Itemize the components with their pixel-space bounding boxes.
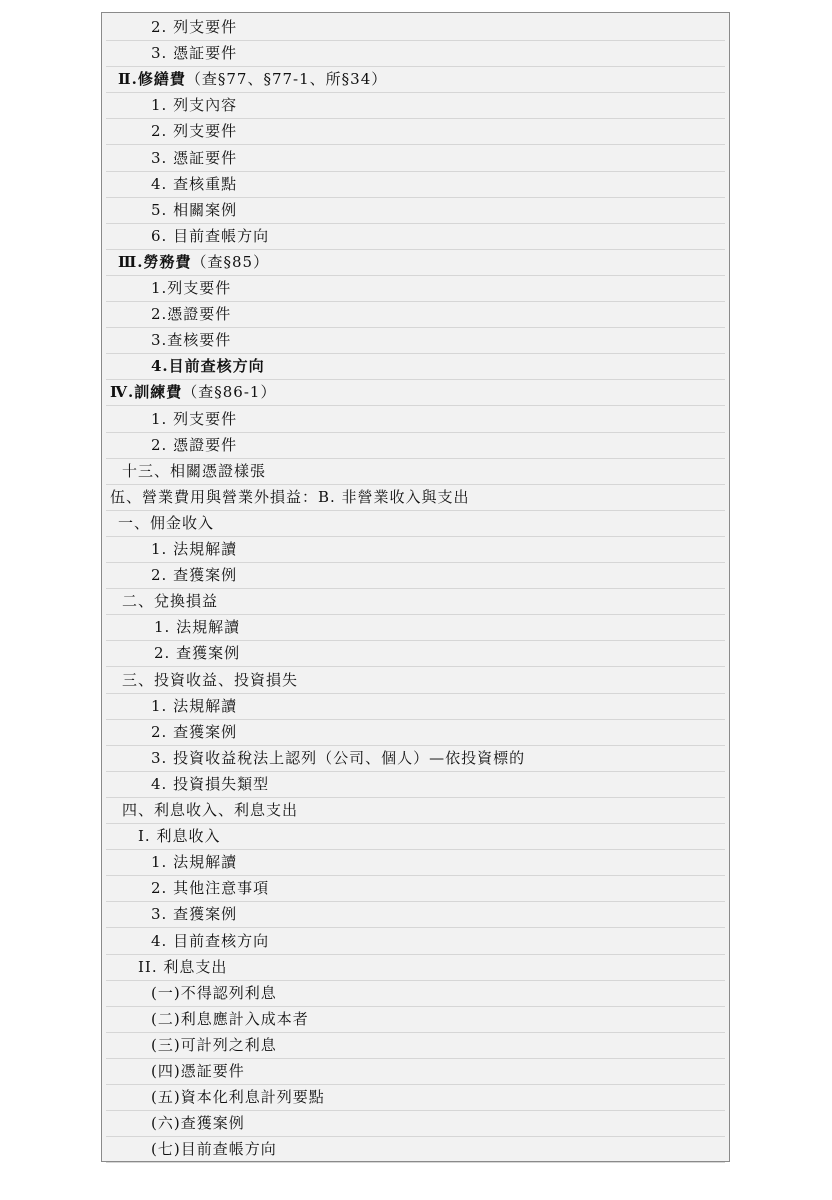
row-divider bbox=[106, 666, 725, 667]
row-divider bbox=[106, 980, 725, 981]
outline-text: (三)可計列之利息 bbox=[151, 1035, 277, 1054]
outline-text: 3. 投資收益稅法上認列（公司、個人）—依投資標的 bbox=[151, 748, 526, 767]
row-divider bbox=[106, 797, 725, 798]
outline-line bbox=[151, 304, 231, 324]
outline-line bbox=[151, 409, 237, 429]
outline-text: 3.查核要件 bbox=[151, 331, 232, 350]
outline-text: (二)利息應計入成本者 bbox=[151, 1009, 309, 1028]
outline-text: I. 利息收入 bbox=[138, 827, 221, 846]
row-divider bbox=[106, 745, 725, 746]
outline-line bbox=[151, 696, 237, 716]
outline-text: （查§86-1） bbox=[182, 383, 277, 402]
outline-line bbox=[151, 148, 237, 168]
outline-heading: Ⅲ.勞務費 bbox=[118, 252, 192, 271]
row-divider bbox=[106, 719, 725, 720]
row-divider bbox=[106, 458, 725, 459]
outline-text: 4. 目前查核方向 bbox=[151, 931, 270, 950]
row-divider bbox=[106, 223, 725, 224]
row-divider bbox=[106, 901, 725, 902]
outline-line bbox=[151, 1113, 245, 1133]
outline-text: 2. 查獲案例 bbox=[151, 566, 238, 585]
outline-text: 3. 憑証要件 bbox=[151, 44, 238, 63]
outline-text: 2. 查獲案例 bbox=[154, 644, 241, 663]
outline-text: 4. 查核重點 bbox=[151, 174, 238, 193]
outline-text: 3. 查獲案例 bbox=[151, 905, 238, 924]
outline-line bbox=[122, 591, 218, 611]
outline-text: 四、利息收入、利息支出 bbox=[122, 801, 299, 819]
outline-text: (七)目前查帳方向 bbox=[151, 1140, 277, 1159]
outline-heading: 4.目前查核方向 bbox=[151, 357, 265, 376]
row-divider bbox=[106, 353, 725, 354]
outline-text: 一、佣金收入 bbox=[118, 513, 215, 532]
outline-line bbox=[151, 565, 237, 585]
row-divider bbox=[106, 301, 725, 302]
outline-line bbox=[151, 95, 237, 115]
outline-line bbox=[151, 904, 237, 924]
row-divider bbox=[106, 771, 725, 772]
outline-heading: Ⅳ.訓練費 bbox=[110, 383, 183, 402]
row-divider bbox=[106, 849, 725, 850]
outline-line bbox=[151, 174, 237, 194]
outline-text: （查§77、§77-1、所§34） bbox=[185, 70, 388, 89]
row-divider bbox=[106, 379, 725, 380]
outline-text: (四)憑証要件 bbox=[151, 1062, 245, 1080]
outline-text: 3. 憑証要件 bbox=[151, 148, 238, 167]
row-divider bbox=[106, 588, 725, 589]
outline-text: 4. 投資損失類型 bbox=[151, 774, 270, 793]
outline-text: 1. 法規解讀 bbox=[151, 540, 238, 558]
outline-text: (六)查獲案例 bbox=[151, 1114, 245, 1133]
outline-text: 2. 列支要件 bbox=[151, 122, 238, 141]
outline-line bbox=[118, 513, 214, 533]
outline-line bbox=[151, 931, 269, 951]
row-divider bbox=[106, 823, 725, 824]
row-divider bbox=[106, 875, 725, 876]
outline-line bbox=[151, 435, 237, 455]
outline-text: 2. 其他注意事項 bbox=[151, 879, 270, 898]
outline-text: 6. 目前查帳方向 bbox=[151, 226, 270, 245]
outline-text: II. 利息支出 bbox=[138, 957, 228, 976]
outline-line bbox=[151, 1009, 309, 1029]
outline-line bbox=[151, 539, 237, 559]
row-divider bbox=[106, 40, 725, 41]
outline-line bbox=[151, 1139, 277, 1159]
outline-line bbox=[151, 852, 237, 872]
row-divider bbox=[106, 640, 725, 641]
outline-text: 5. 相關案例 bbox=[151, 200, 238, 219]
row-divider bbox=[106, 66, 725, 67]
row-divider bbox=[106, 118, 725, 119]
row-divider bbox=[106, 927, 725, 928]
outline-text: （查§85） bbox=[191, 252, 270, 271]
row-divider bbox=[106, 92, 725, 93]
outline-text: 1. 法規解讀 bbox=[151, 853, 238, 872]
outline-text: 三、投資收益、投資損失 bbox=[122, 670, 299, 689]
outline-line bbox=[151, 878, 269, 898]
outline-line bbox=[151, 226, 269, 246]
outline-line bbox=[122, 800, 298, 820]
outline-text: (一)不得認列利息 bbox=[151, 983, 277, 1002]
row-divider bbox=[106, 1032, 725, 1033]
row-divider bbox=[106, 432, 725, 433]
row-divider bbox=[106, 144, 725, 145]
row-divider bbox=[106, 614, 725, 615]
outline-line bbox=[122, 461, 266, 481]
outline-text: 1.列支要件 bbox=[151, 279, 232, 297]
outline-line bbox=[151, 356, 265, 376]
outline-line bbox=[151, 1061, 245, 1081]
row-divider bbox=[106, 954, 725, 955]
row-divider bbox=[106, 197, 725, 198]
outline-text: 1. 法規解讀 bbox=[151, 696, 238, 715]
row-divider bbox=[106, 1006, 725, 1007]
outline-line bbox=[151, 1035, 277, 1055]
outline-text: 1. 法規解讀 bbox=[154, 618, 241, 637]
outline-text: 二、兌換損益 bbox=[122, 592, 219, 611]
outline-line bbox=[118, 69, 387, 89]
row-divider bbox=[106, 510, 725, 511]
row-divider bbox=[106, 171, 725, 172]
outline-text: (五)資本化利息計列要點 bbox=[151, 1088, 325, 1107]
row-divider bbox=[106, 275, 725, 276]
outline-line bbox=[151, 200, 237, 220]
outline-text: 十三、相關憑證樣張 bbox=[122, 461, 267, 480]
outline-line bbox=[151, 774, 269, 794]
row-divider bbox=[106, 484, 725, 485]
outline-line bbox=[151, 43, 237, 63]
row-divider bbox=[106, 1162, 725, 1163]
outline-line bbox=[118, 252, 269, 272]
row-divider bbox=[106, 1136, 725, 1137]
outline-line bbox=[151, 121, 237, 141]
document-outline-frame bbox=[101, 12, 730, 1162]
outline-text: 伍、營業費用與營業外損益：B. 非營業收入與支出 bbox=[110, 487, 470, 506]
outline-line bbox=[151, 983, 277, 1003]
row-divider bbox=[106, 249, 725, 250]
row-divider bbox=[106, 693, 725, 694]
outline-text: 2. 查獲案例 bbox=[151, 722, 238, 741]
row-divider bbox=[106, 1110, 725, 1111]
outline-text: 2.憑證要件 bbox=[151, 305, 232, 324]
outline-line bbox=[138, 957, 227, 977]
row-divider bbox=[106, 562, 725, 563]
outline-line bbox=[151, 330, 231, 350]
outline-text: 2. 列支要件 bbox=[151, 18, 238, 36]
outline-line bbox=[154, 617, 240, 637]
outline-line bbox=[151, 278, 231, 298]
row-divider bbox=[106, 1058, 725, 1059]
row-divider bbox=[106, 1084, 725, 1085]
outline-line bbox=[110, 382, 276, 402]
outline-line bbox=[154, 643, 240, 663]
outline-text: 1. 列支要件 bbox=[151, 409, 238, 428]
row-divider bbox=[106, 327, 725, 328]
outline-line bbox=[151, 722, 237, 742]
outline-line bbox=[110, 487, 470, 507]
outline-line bbox=[151, 17, 237, 37]
row-divider bbox=[106, 405, 725, 406]
outline-line bbox=[138, 826, 220, 846]
outline-heading: Ⅱ.修繕費 bbox=[118, 70, 186, 89]
outline-line bbox=[151, 748, 525, 768]
row-divider bbox=[106, 536, 725, 537]
outline-text: 2. 憑證要件 bbox=[151, 435, 238, 454]
outline-line bbox=[122, 670, 298, 690]
outline-line bbox=[151, 1087, 325, 1107]
outline-text: 1. 列支內容 bbox=[151, 96, 238, 115]
